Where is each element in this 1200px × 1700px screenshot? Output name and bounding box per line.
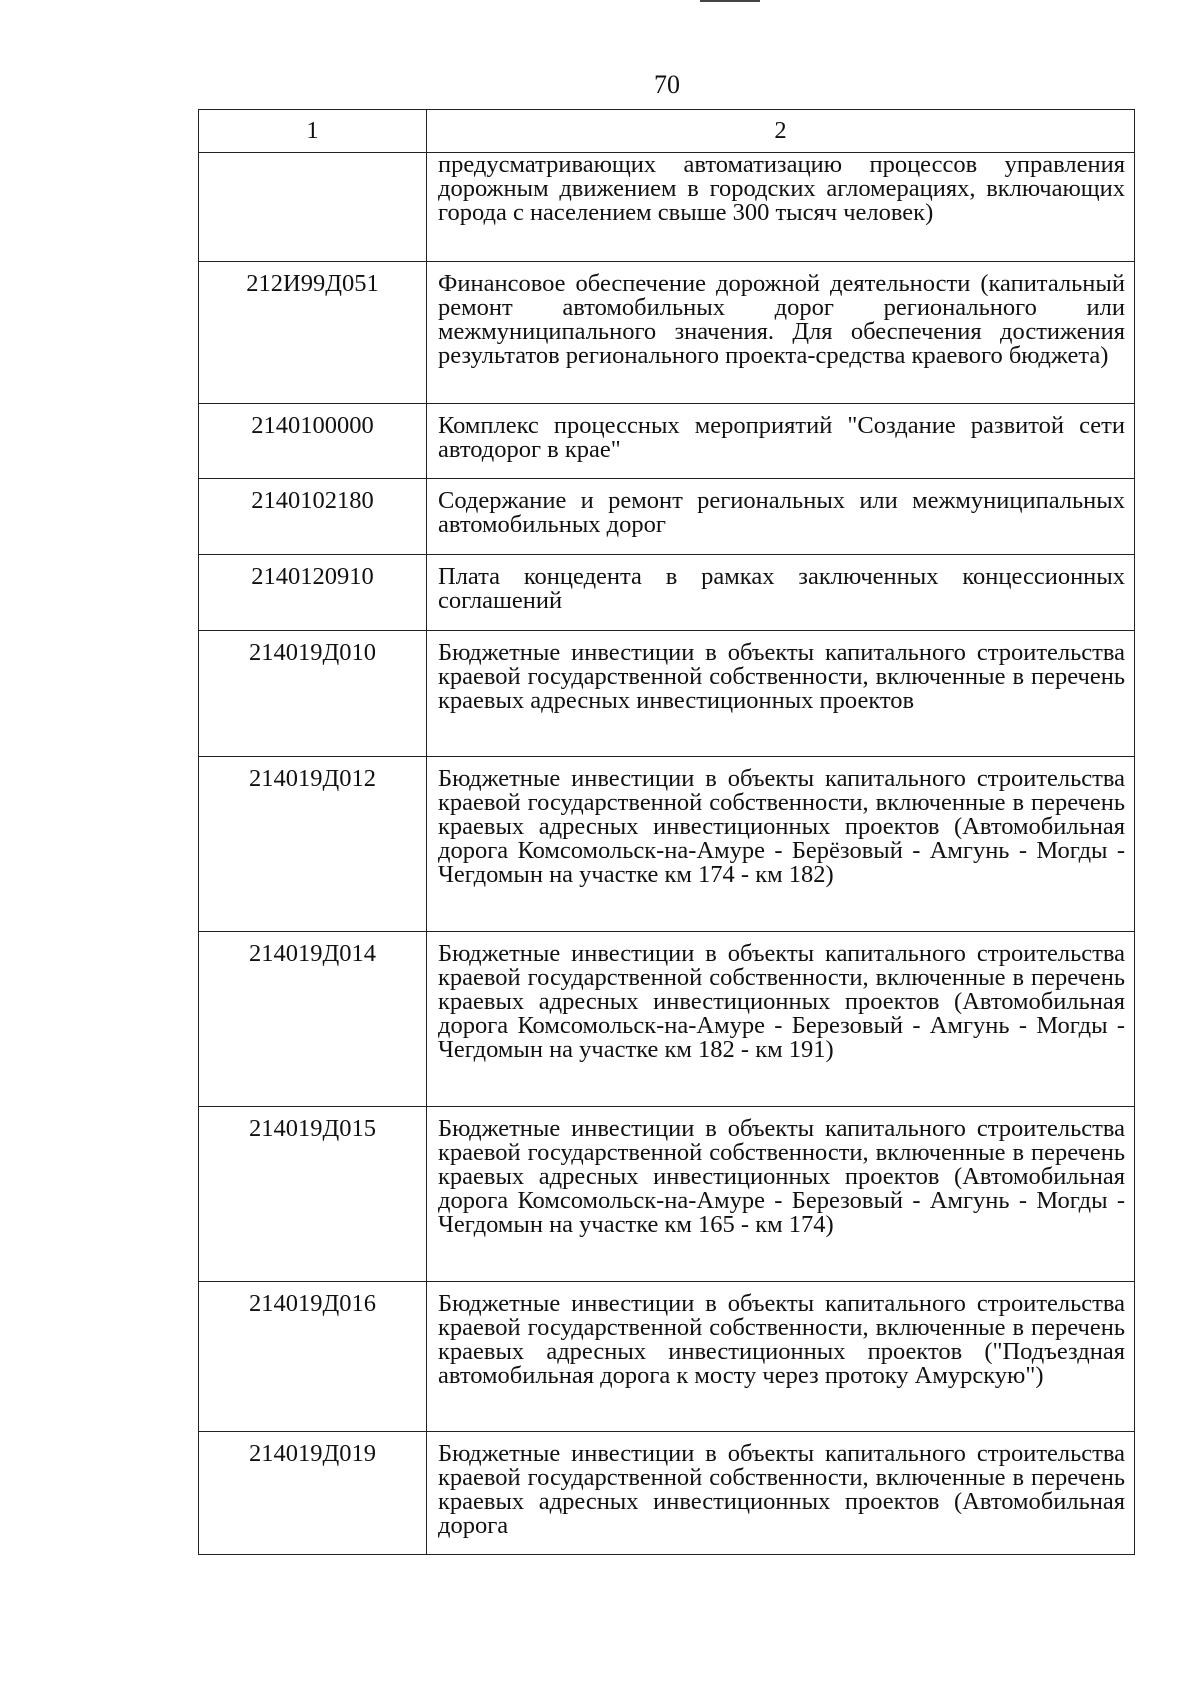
row-description: Бюджетные инвестиции в объекты капитального строительства краевой государственной собственности, включенные в перечень краевых адресных инвестиционных проектов bbox=[427, 631, 1135, 757]
table-row bbox=[199, 631, 1135, 757]
row-description: Бюджетные инвестиции в объекты капитального строительства краевой государственной собственности, включенные в перечень краевых адресных инвестиционных проектов ("Подъездная автомобильная дорога к мосту через протоку Амурскую") bbox=[427, 1282, 1135, 1432]
row-code: 214019Д010 bbox=[199, 631, 427, 757]
table-row bbox=[199, 1282, 1135, 1432]
table-row bbox=[199, 262, 1135, 404]
row-description: Бюджетные инвестиции в объекты капитального строительства краевой государственной собственности, включенные в перечень краевых адресных инвестиционных проектов (Автомобильная дорога Комсомольск-на-Амуре - Березовый - Амгунь - Могды - Чегдомын на участке км 165 - км 174) bbox=[427, 1107, 1135, 1282]
budget-classification-table bbox=[198, 109, 1135, 1555]
row-code: 214019Д012 bbox=[199, 757, 427, 932]
row-description: предусматривающих автоматизацию процессов управления дорожным движением в городских агломерациях, включающих города с населением свыше 300 тысяч человек) bbox=[427, 153, 1135, 262]
table-row bbox=[199, 1107, 1135, 1282]
row-description: Комплекс процессных мероприятий "Создание развитой сети автодорог в крае" bbox=[427, 404, 1135, 479]
row-code: 2140100000 bbox=[199, 404, 427, 479]
row-code: 2140102180 bbox=[199, 479, 427, 555]
row-description: Бюджетные инвестиции в объекты капитального строительства краевой государственной собственности, включенные в перечень краевых адресных инвестиционных проектов (Автомобильная дорога Комсомольск-на-Амуре - Берёзовый - Амгунь - Могды - Чегдомын на участке км 174 - км 182) bbox=[427, 757, 1135, 932]
row-code: 214019Д014 bbox=[199, 932, 427, 1107]
row-code: 214019Д015 bbox=[199, 1107, 427, 1282]
row-code: 214019Д019 bbox=[199, 1432, 427, 1555]
row-description: Бюджетные инвестиции в объекты капитального строительства краевой государственной собственности, включенные в перечень краевых адресных инвестиционных проектов (Автомобильная дорога bbox=[427, 1432, 1135, 1555]
column-header-description: 2 bbox=[427, 110, 1135, 153]
row-description: Содержание и ремонт региональных или межмуниципальных автомобильных дорог bbox=[427, 479, 1135, 555]
row-code: 214019Д016 bbox=[199, 1282, 427, 1432]
table-row bbox=[199, 153, 1135, 262]
column-header-code: 1 bbox=[199, 110, 427, 153]
table-row bbox=[199, 932, 1135, 1107]
row-code: 2140120910 bbox=[199, 555, 427, 631]
row-description: Плата концедента в рамках заключенных концессионных соглашений bbox=[427, 555, 1135, 631]
row-code: 212И99Д051 bbox=[199, 262, 427, 404]
table-row bbox=[199, 479, 1135, 555]
table-row bbox=[199, 404, 1135, 479]
row-code bbox=[199, 153, 427, 262]
row-description: Бюджетные инвестиции в объекты капитального строительства краевой государственной собственности, включенные в перечень краевых адресных инвестиционных проектов (Автомобильная дорога Комсомольск-на-Амуре - Березовый - Амгунь - Могды - Чегдомын на участке км 182 - км 191) bbox=[427, 932, 1135, 1107]
table-row bbox=[199, 555, 1135, 631]
row-description: Финансовое обеспечение дорожной деятельности (капитальный ремонт автомобильных дорог регионального или межмуниципального значения. Для обеспечения достижения результатов регионального проекта-средства краевого бюджета) bbox=[427, 262, 1135, 404]
table-row bbox=[199, 757, 1135, 932]
table-header-row bbox=[199, 110, 1135, 153]
table-row bbox=[199, 1432, 1135, 1555]
page-number: 70 bbox=[654, 70, 680, 99]
scan-mark bbox=[700, 0, 760, 2]
